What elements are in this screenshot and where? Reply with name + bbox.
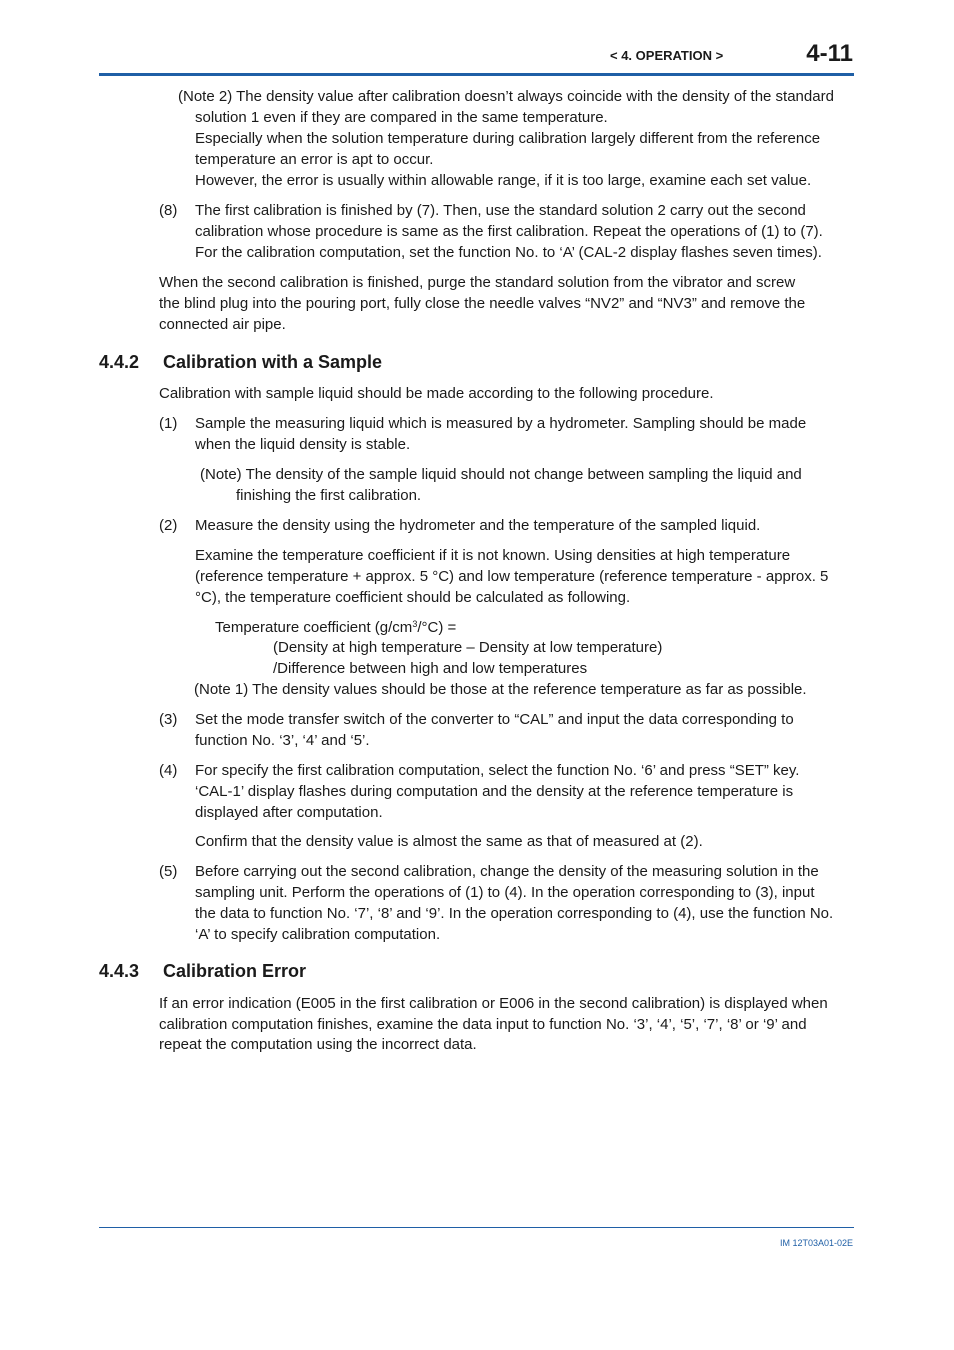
step-text: displayed after computation.: [195, 804, 383, 821]
note-line: (Note 1) The density values should be those at the reference temperature as far as possible.: [194, 681, 807, 698]
header-rule: [99, 73, 854, 76]
step-text: Measure the density using the hydrometer and the temperature of the sampled liquid.: [195, 517, 761, 534]
step-text: function No. ‘3’, ‘4’ and ‘5’.: [195, 732, 370, 749]
section-title: Calibration Error: [163, 961, 307, 981]
note2-line: Especially when the solution temperature during calibration largely different from the reference: [195, 130, 821, 147]
step-number: (2): [159, 517, 178, 534]
formula-line: /Difference between high and low temperatures: [273, 660, 588, 677]
formula-line: [215, 617, 456, 638]
step-text: For specify the first calibration computation, select the function No. ‘6’ and press “SET” key.: [195, 762, 800, 779]
formula-superscript: 3: [412, 619, 418, 629]
step-text: The first calibration is finished by (7). Then, use the standard solution 2 carry out the second: [195, 202, 806, 219]
step-number: (4): [159, 762, 178, 779]
section-intro: Calibration with sample liquid should be made according to the following procedure.: [159, 385, 714, 402]
document-id: IM 12T03A01-02E: [779, 1238, 853, 1248]
formula-text: Temperature coefficient (g/cm: [215, 619, 413, 636]
paragraph-line: repeat the computation using the incorrect data.: [159, 1036, 477, 1053]
step-number: (8): [159, 202, 178, 219]
step-number: (3): [159, 711, 178, 728]
step-text: the data to function No. ‘7’, ‘8’ and ‘9’. In the operation corresponding to (4), use the function No.: [195, 905, 834, 922]
paragraph-line: If an error indication (E005 in the first calibration or E006 in the second calibration) is displayed when: [159, 995, 828, 1012]
formula-text: /°C) =: [417, 619, 457, 636]
running-header-section: < 4. OPERATION >: [610, 48, 724, 63]
step-text: Examine the temperature coefficient if it is not known. Using densities at high temperature: [195, 547, 791, 564]
step-text: Set the mode transfer switch of the converter to “CAL” and input the data corresponding to: [195, 711, 794, 728]
formula-line: (Density at high temperature – Density at low temperature): [273, 639, 663, 656]
note2-line: (Note 2) The density value after calibration doesn’t always coincide with the density of the standard: [178, 88, 834, 105]
step-text: ‘CAL-1’ display flashes during computation and the density at the reference temperature is: [195, 783, 794, 800]
note2-line: temperature an error is apt to occur.: [195, 151, 434, 168]
step-number: (5): [159, 863, 178, 880]
note-line: (Note) The density of the sample liquid should not change between sampling the liquid and: [200, 466, 802, 483]
step-text: °C), the temperature coefficient should be calculated as following.: [195, 589, 631, 606]
step-text: when the liquid density is stable.: [195, 436, 411, 453]
paragraph-line: the blind plug into the pouring port, fully close the needle valves “NV2” and “NV3” and remove the: [159, 295, 806, 312]
step-text: calibration whose procedure is same as the first calibration. Repeat the operations of (1) to (7).: [195, 223, 823, 240]
footer-rule: [99, 1227, 854, 1228]
step-text: sampling unit. Perform the operations of (1) to (4). In the operation corresponding to (3), input: [195, 884, 815, 901]
paragraph-line: connected air pipe.: [159, 316, 286, 333]
note2-line: However, the error is usually within allowable range, if it is too large, examine each set value.: [195, 172, 812, 189]
paragraph-line: calibration computation finishes, examine the data input to function No. ‘3’, ‘4’, ‘5’, ‘7’, ‘8’ or ‘9’ and: [159, 1016, 807, 1033]
note2-line: solution 1 even if they are compared in the same temperature.: [195, 109, 608, 126]
page-number: 4-11: [806, 40, 853, 67]
section-title: Calibration with a Sample: [163, 352, 383, 372]
step-text: ‘A’ to specify calibration computation.: [195, 926, 441, 943]
step-text: (reference temperature + approx. 5 °C) and low temperature (reference temperature - approx. 5: [195, 568, 829, 585]
step-text: For the calibration computation, set the function No. to ‘A’ (CAL-2 display flashes seven times).: [195, 244, 822, 261]
section-number: 4.4.3: [99, 961, 140, 981]
step-text: Before carrying out the second calibration, change the density of the measuring solution in the: [195, 863, 819, 880]
step-text: Confirm that the density value is almost the same as that of measured at (2).: [195, 833, 703, 850]
step-text: Sample the measuring liquid which is measured by a hydrometer. Sampling should be made: [195, 415, 807, 432]
section-heading-4-4-3: [99, 960, 306, 982]
section-number: 4.4.2: [99, 352, 140, 372]
step-number: (1): [159, 415, 178, 432]
paragraph-line: When the second calibration is finished, purge the standard solution from the vibrator and screw: [159, 274, 796, 291]
section-heading-4-4-2: [99, 351, 382, 373]
note-line: finishing the first calibration.: [236, 487, 422, 504]
